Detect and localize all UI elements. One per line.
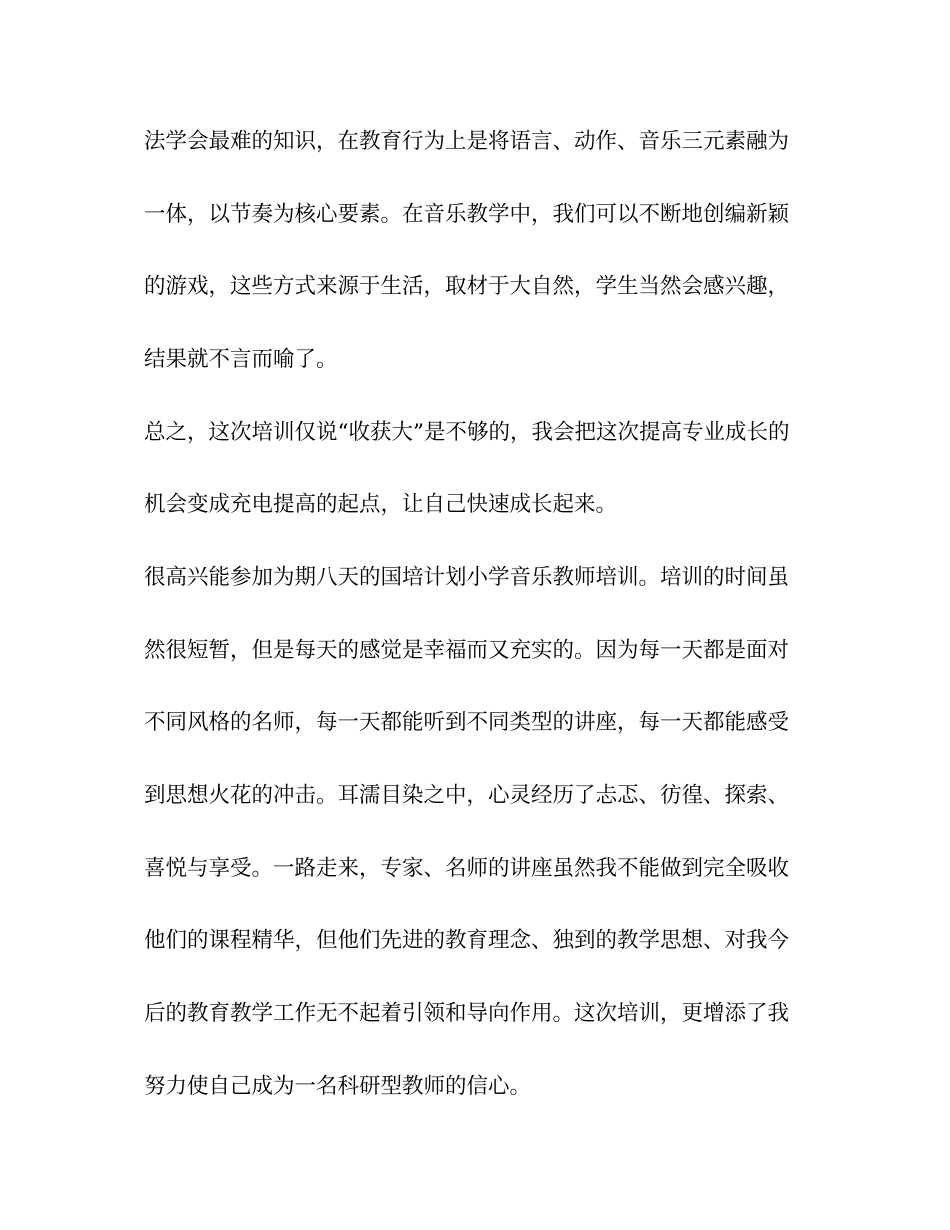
text-line: 机会变成充电提高的起点，让自己快速成长起来。 <box>144 492 618 517</box>
text-line: 努力使自己成为一名科研型教师的信心。 <box>144 1074 532 1099</box>
text-line: 不同风格的名师，每一天都能听到不同类型的讲座，每一天都能感受 <box>144 710 790 735</box>
text-line: 一体，以节奏为核心要素。在音乐教学中，我们可以不断地创编新颖 <box>144 202 790 227</box>
text-line: 总之，这次培训仅说“收获大”是不够的，我会把这次提高专业成长的 <box>144 420 790 445</box>
text-line: 结果就不言而喻了。 <box>144 347 338 372</box>
text-line: 很高兴能参加为期八天的国培计划小学音乐教师培训。培训的时间虽 <box>144 565 790 590</box>
text-line: 他们的课程精华，但他们先进的教育理念、独到的教学思想、对我今 <box>144 928 790 953</box>
text-line: 到思想火花的冲击。耳濡目染之中，心灵经历了忐忑、彷徨、探索、 <box>144 783 790 808</box>
text-line: 然很短暂，但是每天的感觉是幸福而又充实的。因为每一天都是面对 <box>144 638 790 663</box>
text-line: 后的教育教学工作无不起着引领和导向作用。这次培训，更增添了我 <box>144 1001 790 1026</box>
text-line: 法学会最难的知识，在教育行为上是将语言、动作、音乐三元素融为 <box>144 129 790 154</box>
text-line: 喜悦与享受。一路走来，专家、名师的讲座虽然我不能做到完全吸收 <box>144 856 790 881</box>
text-line: 的游戏，这些方式来源于生活，取材于大自然，学生当然会感兴趣， <box>144 274 790 299</box>
